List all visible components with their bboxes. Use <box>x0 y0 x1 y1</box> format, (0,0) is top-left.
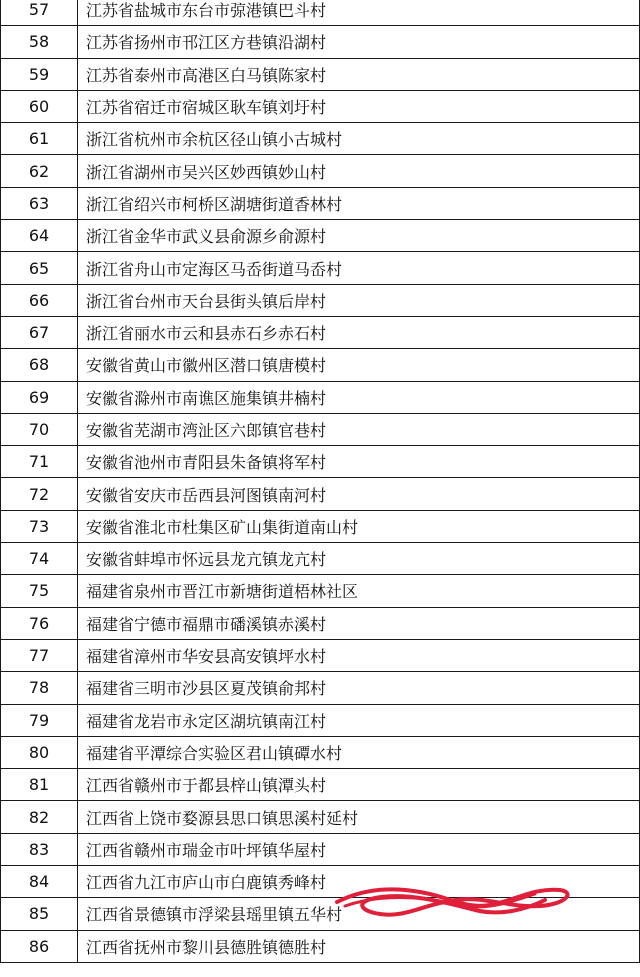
row-number: 80 <box>1 736 78 768</box>
row-number: 60 <box>1 90 78 122</box>
row-number: 66 <box>1 284 78 316</box>
village-name: 福建省平潭综合实验区君山镇磹水村 <box>78 736 640 768</box>
table-row <box>1 736 640 768</box>
table-row <box>1 801 640 833</box>
table-row <box>1 252 640 284</box>
table-row <box>1 0 640 26</box>
row-number: 77 <box>1 639 78 671</box>
table-row <box>1 26 640 58</box>
row-number: 73 <box>1 510 78 542</box>
village-name: 江西省上饶市婺源县思口镇思溪村延村 <box>78 801 640 833</box>
row-number: 76 <box>1 607 78 639</box>
village-name: 安徽省滁州市南谯区施集镇井楠村 <box>78 381 640 413</box>
village-name: 福建省泉州市晋江市新塘街道梧林社区 <box>78 575 640 607</box>
village-name: 安徽省蚌埠市怀远县龙亢镇龙亢村 <box>78 543 640 575</box>
village-name: 浙江省舟山市定海区马岙街道马岙村 <box>78 252 640 284</box>
table-row <box>1 930 640 962</box>
village-name: 江苏省宿迁市宿城区耿车镇刘圩村 <box>78 90 640 122</box>
table-row <box>1 187 640 219</box>
row-number: 79 <box>1 704 78 736</box>
row-number: 69 <box>1 381 78 413</box>
row-number: 58 <box>1 26 78 58</box>
row-number: 82 <box>1 801 78 833</box>
village-name: 安徽省安庆市岳西县河图镇南河村 <box>78 478 640 510</box>
row-number: 74 <box>1 543 78 575</box>
row-number: 78 <box>1 672 78 704</box>
row-number: 83 <box>1 833 78 865</box>
table-row <box>1 58 640 90</box>
village-name: 浙江省绍兴市柯桥区湖塘街道香林村 <box>78 187 640 219</box>
village-name: 浙江省湖州市吴兴区妙西镇妙山村 <box>78 155 640 187</box>
table-row <box>1 123 640 155</box>
table-row <box>1 607 640 639</box>
row-number: 64 <box>1 220 78 252</box>
village-name: 安徽省淮北市杜集区矿山集街道南山村 <box>78 510 640 542</box>
village-name: 福建省三明市沙县区夏茂镇俞邦村 <box>78 672 640 704</box>
table-row <box>1 316 640 348</box>
village-name: 江西省抚州市黎川县德胜镇德胜村 <box>78 930 640 962</box>
village-name: 浙江省台州市天台县街头镇后岸村 <box>78 284 640 316</box>
table-row <box>1 155 640 187</box>
village-name: 江西省赣州市于都县梓山镇潭头村 <box>78 769 640 801</box>
table-row <box>1 284 640 316</box>
table-row <box>1 769 640 801</box>
village-name: 浙江省杭州市余杭区径山镇小古城村 <box>78 123 640 155</box>
village-name: 安徽省黄山市徽州区潜口镇唐模村 <box>78 349 640 381</box>
table-row <box>1 639 640 671</box>
row-number: 72 <box>1 478 78 510</box>
row-number: 61 <box>1 123 78 155</box>
village-name: 江苏省泰州市高港区白马镇陈家村 <box>78 58 640 90</box>
table-row <box>1 478 640 510</box>
table-row <box>1 90 640 122</box>
row-number: 84 <box>1 866 78 898</box>
row-number: 63 <box>1 187 78 219</box>
table-row <box>1 575 640 607</box>
row-number: 67 <box>1 316 78 348</box>
row-number: 59 <box>1 58 78 90</box>
table-row <box>1 672 640 704</box>
table-row <box>1 510 640 542</box>
row-number: 62 <box>1 155 78 187</box>
row-number: 81 <box>1 769 78 801</box>
row-number: 65 <box>1 252 78 284</box>
village-name: 安徽省池州市青阳县朱备镇将军村 <box>78 446 640 478</box>
table-row <box>1 898 640 930</box>
table-row <box>1 446 640 478</box>
village-name: 浙江省金华市武义县俞源乡俞源村 <box>78 220 640 252</box>
row-number: 70 <box>1 413 78 445</box>
row-number: 57 <box>1 0 78 26</box>
table-row <box>1 704 640 736</box>
village-name: 江西省赣州市瑞金市叶坪镇华屋村 <box>78 833 640 865</box>
village-name: 福建省宁德市福鼎市磻溪镇赤溪村 <box>78 607 640 639</box>
table-row <box>1 413 640 445</box>
table-row <box>1 220 640 252</box>
table-row <box>1 543 640 575</box>
village-name: 浙江省丽水市云和县赤石乡赤石村 <box>78 316 640 348</box>
table-row <box>1 833 640 865</box>
row-number: 85 <box>1 898 78 930</box>
table-row <box>1 381 640 413</box>
village-name: 江西省九江市庐山市白鹿镇秀峰村 <box>78 866 640 898</box>
row-number: 71 <box>1 446 78 478</box>
village-name: 福建省龙岩市永定区湖坑镇南江村 <box>78 704 640 736</box>
table-row <box>1 866 640 898</box>
village-name: 江苏省扬州市邗江区方巷镇沿湖村 <box>78 26 640 58</box>
village-name: 安徽省芜湖市湾沚区六郎镇官巷村 <box>78 413 640 445</box>
row-number: 68 <box>1 349 78 381</box>
village-name: 江苏省盐城市东台市弶港镇巴斗村 <box>78 0 640 26</box>
table-row <box>1 349 640 381</box>
village-name: 江西省景德镇市浮梁县瑶里镇五华村 <box>78 898 640 930</box>
row-number: 86 <box>1 930 78 962</box>
row-number: 75 <box>1 575 78 607</box>
village-name: 福建省漳州市华安县高安镇坪水村 <box>78 639 640 671</box>
table-body <box>1 0 640 962</box>
